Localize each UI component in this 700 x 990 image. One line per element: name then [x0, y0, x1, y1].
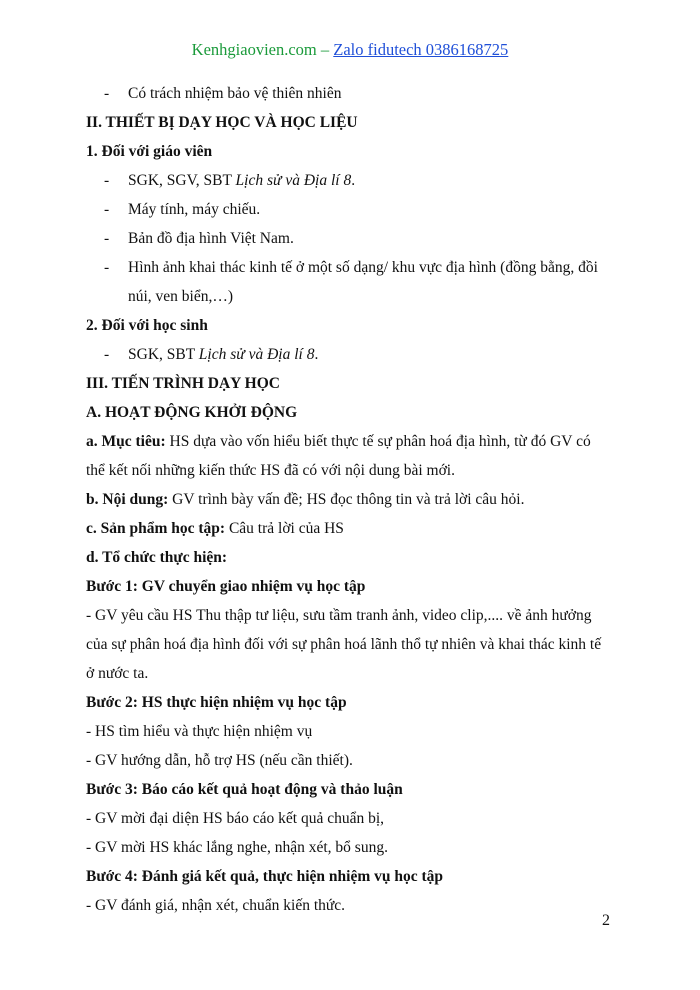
activity-heading: A. HOẠT ĐỘNG KHỞI ĐỘNG — [86, 404, 298, 421]
list-item: - SGK, SGV, SBT Lịch sử và Địa lí 8. — [104, 172, 356, 189]
bullet-mark: - — [104, 172, 110, 189]
product-paragraph: c. Sản phẩm học tập: Câu trả lời của HS — [86, 520, 344, 537]
step-text: - GV hướng dẫn, hỗ trợ HS (nếu cần thiết). — [86, 752, 353, 769]
step-title: Bước 3: Báo cáo kết quả hoạt động và thảo luận — [86, 781, 403, 798]
step-title: Bước 2: HS thực hiện nhiệm vụ học tập — [86, 694, 347, 711]
bullet-mark: - — [104, 201, 110, 218]
step-text: - HS tìm hiểu và thực hiện nhiệm vụ — [86, 723, 313, 740]
list-item: - Có trách nhiệm bảo vệ thiên nhiên — [104, 85, 342, 102]
organization-heading: d. Tổ chức thực hiện: — [86, 549, 228, 566]
step-text: của sự phân hoá địa hình đối với sự phân hoá lãnh thổ tự nhiên và khai thác kinh tế — [86, 636, 602, 653]
document-body — [86, 84, 618, 916]
section-title: II. THIẾT BỊ DẠY HỌC VÀ HỌC LIỆU — [86, 114, 358, 131]
content-label: b. Nội dung: — [86, 491, 169, 508]
subsection-heading: 2. Đối với học sinh — [86, 317, 208, 334]
step-title: Bước 4: Đánh giá kết quả, thực hiện nhiệm vụ học tập — [86, 868, 444, 885]
list-item: - Hình ảnh khai thác kinh tế ở một số dạng/ khu vực địa hình (đồng bằng, đồi — [104, 259, 598, 276]
bullet-mark: - — [104, 230, 110, 247]
step-text: - GV mời đại diện HS báo cáo kết quả chuẩn bị, — [86, 810, 385, 827]
goal-label: a. Mục tiêu: — [86, 433, 166, 450]
list-item: - SGK, SBT Lịch sử và Địa lí 8. — [104, 346, 319, 363]
goal-paragraph: a. Mục tiêu: HS dựa vào vốn hiểu biết thực tế sự phân hoá địa hình, từ đó GV có — [86, 433, 591, 450]
step-title: Bước 1: GV chuyển giao nhiệm vụ học tập — [86, 578, 366, 595]
site-name[interactable]: Kenhgiaovien.com — [191, 40, 317, 59]
page-number: 2 — [602, 912, 610, 929]
list-item-continuation: núi, ven biển,…) — [128, 288, 234, 305]
section-title: III. TIẾN TRÌNH DẠY HỌC — [86, 375, 280, 392]
step-text: - GV yêu cầu HS Thu thập tư liệu, sưu tầm tranh ảnh, video clip,.... về ảnh hưởng — [86, 607, 592, 624]
product-label: c. Sản phẩm học tập: — [86, 520, 226, 537]
bullet-mark: - — [104, 85, 110, 102]
subsection-heading: 1. Đối với giáo viên — [86, 143, 213, 160]
step-text: - GV đánh giá, nhận xét, chuẩn kiến thức. — [86, 897, 346, 914]
list-item: - Máy tính, máy chiếu. — [104, 201, 261, 218]
page-header — [0, 40, 700, 60]
step-text: - GV mời HS khác lắng nghe, nhận xét, bổ sung. — [86, 839, 388, 856]
content-paragraph: b. Nội dung: GV trình bày vấn đề; HS đọc thông tin và trả lời câu hỏi. — [86, 491, 525, 508]
header-separator: – — [316, 40, 334, 59]
list-item: - Bản đồ địa hình Việt Nam. — [104, 230, 294, 247]
bullet-mark: - — [104, 259, 110, 276]
zalo-link[interactable]: Zalo fidutech 0386168725 — [333, 40, 509, 59]
step-text: ở nước ta. — [86, 665, 149, 682]
bullet-mark: - — [104, 346, 110, 363]
goal-paragraph-continuation: thể kết nối những kiến thức HS đã có với nội dung bài mới. — [86, 462, 455, 479]
